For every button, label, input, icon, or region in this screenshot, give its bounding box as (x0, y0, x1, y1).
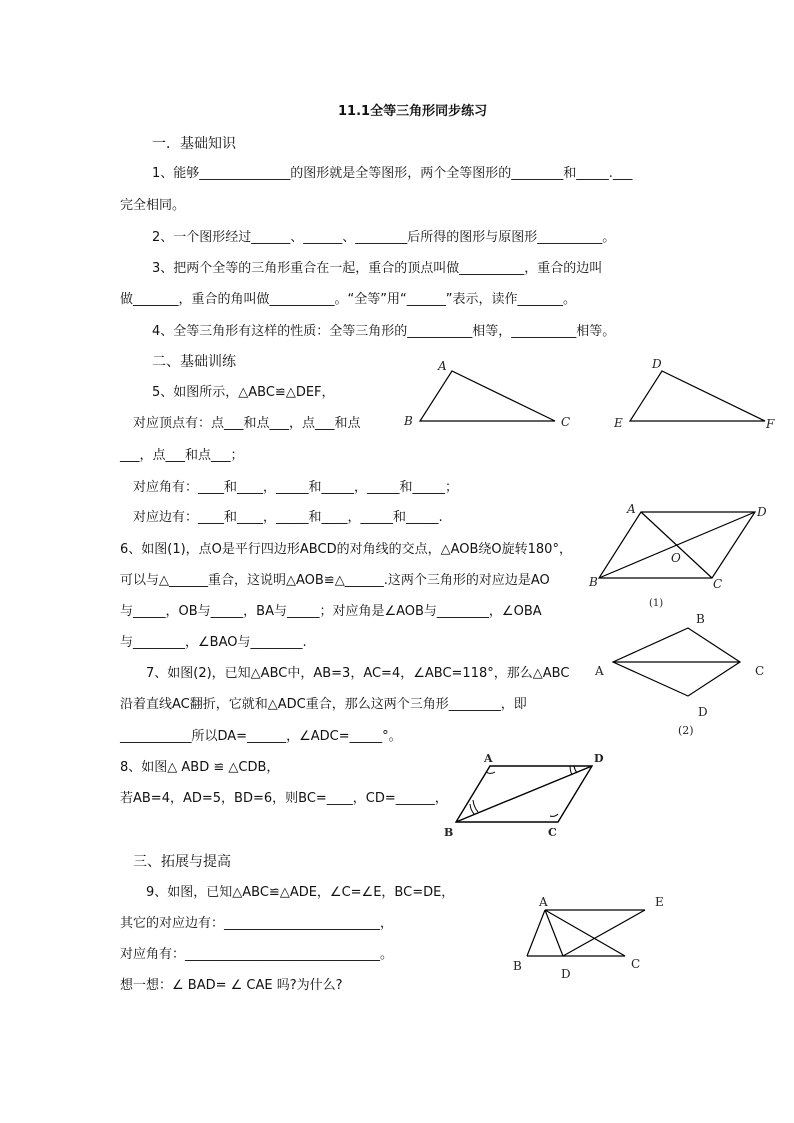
fig8-label-c: C (548, 826, 557, 839)
fig5-label-c: C (561, 415, 571, 429)
fig2-label-d: D (698, 705, 708, 719)
fig5-label-a: A (438, 359, 447, 373)
fig5-label-d: D (652, 357, 662, 371)
question-6-line-1: 6、如图(1)，点O是平行四边形ABCD的对角线的交点，△AOB绕O旋转180°， (120, 542, 572, 557)
fig2-label-a: A (595, 664, 604, 678)
question-7-line-2: 沿着直线AC翻折，它就和△ADC重合，那么这两个三角形________，即 (120, 697, 527, 712)
question-9-line-1: 9、如图，已知△ABC≌△ADE，∠C=∠E，BC=DE， (146, 885, 455, 900)
fig2-label-c: C (755, 664, 765, 678)
fig5-label-f: F (766, 417, 775, 431)
question-9-line-2: 其它的对应边有：________________________， (120, 916, 394, 931)
fig5-label-b: B (404, 414, 413, 428)
figure-8-parallelogram (440, 748, 620, 843)
fig9-label-a: A (539, 895, 548, 909)
question-9-line-4: 想一想：∠ BAD= ∠ CAE 吗?为什么? (120, 978, 343, 993)
figure-triangles-abc-def (400, 352, 790, 442)
question-3-line-1: 3、把两个全等的三角形重合在一起，重合的顶点叫做__________，重合的边叫 (152, 261, 603, 276)
question-4: 4、全等三角形有这样的性质：全等三角形的__________相等，__________相等。 (152, 324, 616, 339)
fig1-label-d: D (757, 505, 767, 519)
fig1-label-b: B (589, 575, 598, 589)
question-6-line-3: 与_____，OB与_____，BA与_____；对应角是∠AOB与________，∠OBA (120, 604, 542, 619)
question-7-line-3: ___________所以DA=______，∠ADC=_____°。 (120, 729, 402, 744)
fig8-label-d: D (594, 752, 604, 765)
question-5-line-1: 5、如图所示，△ABC≌△DEF， (152, 385, 335, 400)
fig9-label-c: C (631, 957, 641, 971)
section-heading-basic-training: 二、基础训练 (152, 354, 236, 370)
question-9-line-3: 对应角有：______________________________。 (120, 947, 394, 962)
fig9-label-e: E (655, 895, 664, 909)
fig1-label-o: O (671, 551, 681, 565)
fig9-label-b: B (513, 959, 522, 973)
figure-1-parallelogram (585, 498, 785, 613)
question-2: 2、一个图形经过______、______、________后所得的图形与原图形__________。 (152, 230, 616, 245)
question-1-line-2: 完全相同。 (120, 198, 186, 213)
figure-9-triangles (505, 888, 685, 983)
question-6-line-2: 可以与△______重合，这说明△AOB≌△______.这两个三角形的对应边是AO (120, 573, 550, 588)
question-5-line-5: 对应边有：____和____，_____和____，_____和_____. (133, 510, 443, 525)
question-5-line-4: 对应角有：____和____，_____和_____，_____和_____； (133, 480, 459, 495)
figure-2-quadrilateral (590, 608, 780, 740)
fig2-caption: (2) (678, 724, 694, 737)
question-5-line-2: 对应顶点有：点___和点___，点___和点 (133, 416, 361, 431)
section-heading-basic-knowledge: 一．基础知识 (152, 136, 236, 152)
question-8-line-1: 8、如图△ ABD ≌ △CDB， (120, 760, 280, 775)
question-5-line-3: ___，点___和点___； (120, 448, 244, 463)
question-3-line-2: 做_______，重合的角叫做__________。“全等”用“______”表示，读作_______。 (120, 292, 576, 307)
fig8-label-b: B (444, 826, 454, 839)
question-1-line-1: 1、能够______________的图形就是全等图形，两个全等图形的________和_____.___ (152, 166, 633, 181)
question-7-line-1: 7、如图(2)，已知△ABC中，AB=3，AC=4，∠ABC=118°，那么△ABC (146, 666, 570, 681)
fig9-label-d: D (561, 967, 571, 981)
fig1-label-a: A (627, 502, 636, 516)
question-8-line-2: 若AB=4，AD=5，BD=6，则BC=____，CD=______， (120, 791, 448, 806)
fig5-label-e: E (614, 416, 623, 430)
fig1-caption: (1) (649, 598, 664, 609)
question-6-line-4: 与________，∠BAO与________. (120, 635, 307, 650)
fig2-label-b: B (696, 612, 705, 626)
fig1-label-c: C (713, 577, 723, 591)
fig8-label-a: A (484, 752, 493, 765)
page-title: 11.1全等三角形同步练习 (338, 104, 488, 119)
section-heading-extension: 三、拓展与提高 (133, 854, 231, 870)
